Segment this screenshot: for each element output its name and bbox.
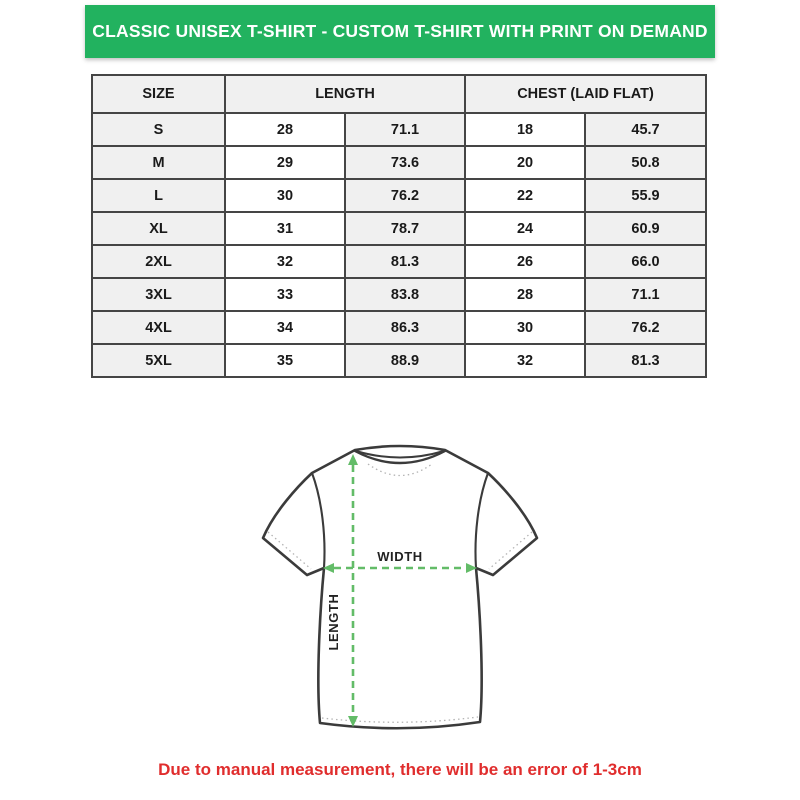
col-header-size: SIZE xyxy=(92,75,225,113)
size-cell: XL xyxy=(92,212,225,245)
chest-in-cell: 32 xyxy=(465,344,585,377)
tshirt-drawing xyxy=(250,440,550,755)
chest-cm-cell: 76.2 xyxy=(585,311,706,344)
length-label: LENGTH xyxy=(326,593,341,651)
chest-in-cell: 22 xyxy=(465,179,585,212)
table-row xyxy=(92,311,706,344)
table-row xyxy=(92,179,706,212)
length-cm-cell: 73.6 xyxy=(345,146,465,179)
length-cm-cell: 83.8 xyxy=(345,278,465,311)
size-cell: M xyxy=(92,146,225,179)
length-cm-cell: 81.3 xyxy=(345,245,465,278)
length-cm-cell: 76.2 xyxy=(345,179,465,212)
length-in-cell: 30 xyxy=(225,179,345,212)
chest-cm-cell: 81.3 xyxy=(585,344,706,377)
chest-in-cell: 20 xyxy=(465,146,585,179)
chest-cm-cell: 55.9 xyxy=(585,179,706,212)
size-cell: 3XL xyxy=(92,278,225,311)
chest-in-cell: 18 xyxy=(465,113,585,146)
table-row xyxy=(92,344,706,377)
chest-in-cell: 30 xyxy=(465,311,585,344)
length-in-cell: 35 xyxy=(225,344,345,377)
length-cm-cell: 71.1 xyxy=(345,113,465,146)
table-row xyxy=(92,113,706,146)
length-in-cell: 28 xyxy=(225,113,345,146)
title-banner xyxy=(85,5,715,58)
size-cell: L xyxy=(92,179,225,212)
table-row xyxy=(92,146,706,179)
tshirt-measurement-diagram xyxy=(250,440,550,755)
chest-cm-cell: 45.7 xyxy=(585,113,706,146)
size-cell: S xyxy=(92,113,225,146)
col-header-chest: CHEST (LAID FLAT) xyxy=(465,75,706,113)
chest-in-cell: 26 xyxy=(465,245,585,278)
chest-in-cell: 28 xyxy=(465,278,585,311)
length-in-cell: 29 xyxy=(225,146,345,179)
size-table xyxy=(91,74,707,378)
page-title: CLASSIC UNISEX T-SHIRT - CUSTOM T-SHIRT WITH PRINT ON DEMAND xyxy=(92,21,708,41)
tshirt-outline xyxy=(263,446,537,728)
width-label: WIDTH xyxy=(377,549,423,564)
length-cm-cell: 78.7 xyxy=(345,212,465,245)
table-header-row xyxy=(92,75,706,113)
length-in-cell: 31 xyxy=(225,212,345,245)
chest-cm-cell: 60.9 xyxy=(585,212,706,245)
size-cell: 5XL xyxy=(92,344,225,377)
chest-cm-cell: 50.8 xyxy=(585,146,706,179)
length-in-cell: 32 xyxy=(225,245,345,278)
measurement-disclaimer: Due to manual measurement, there will be an error of 1-3cm xyxy=(158,760,642,779)
size-cell: 4XL xyxy=(92,311,225,344)
chest-cm-cell: 66.0 xyxy=(585,245,706,278)
table-row xyxy=(92,245,706,278)
length-in-cell: 33 xyxy=(225,278,345,311)
col-header-length: LENGTH xyxy=(225,75,465,113)
table-row xyxy=(92,212,706,245)
length-cm-cell: 88.9 xyxy=(345,344,465,377)
size-cell: 2XL xyxy=(92,245,225,278)
length-in-cell: 34 xyxy=(225,311,345,344)
chest-cm-cell: 71.1 xyxy=(585,278,706,311)
table-row xyxy=(92,278,706,311)
chest-in-cell: 24 xyxy=(465,212,585,245)
length-cm-cell: 86.3 xyxy=(345,311,465,344)
